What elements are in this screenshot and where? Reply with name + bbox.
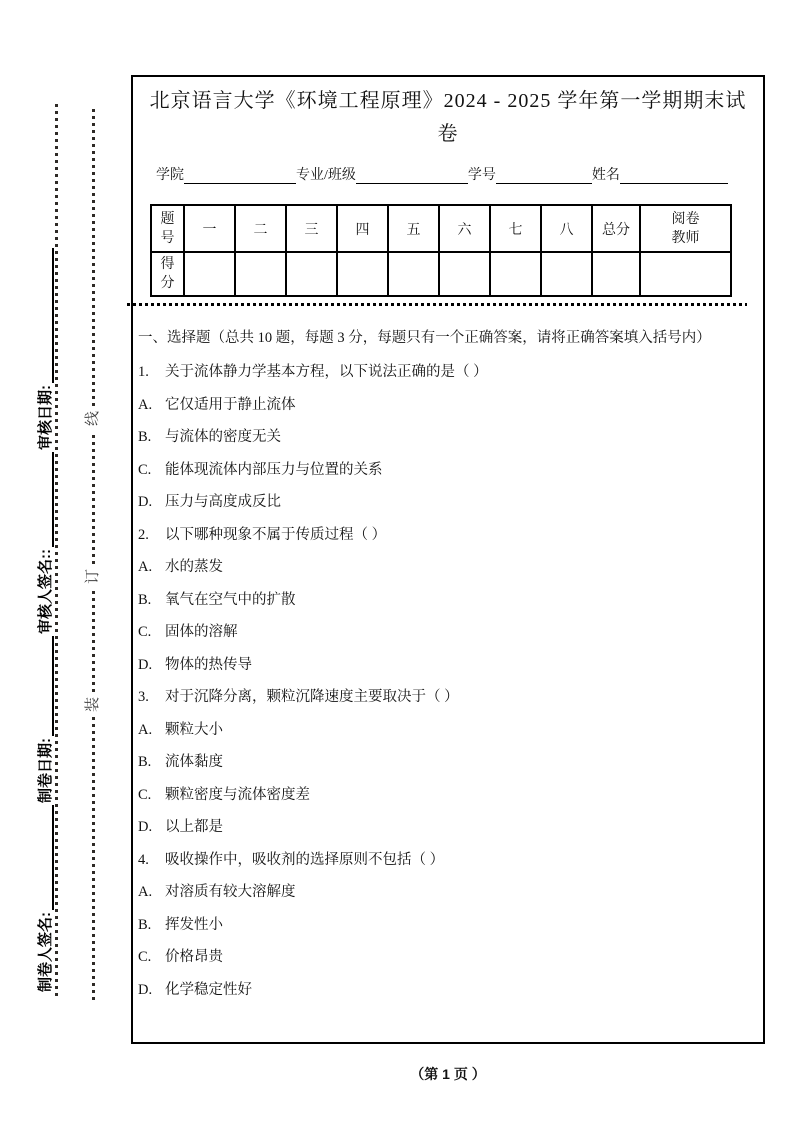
info-blank-college (184, 171, 296, 184)
question-2 (138, 527, 758, 544)
option-text: 与流体的密度无关 (165, 429, 281, 445)
info-label-student-id: 学号 (467, 168, 496, 183)
corner-line-2: 号 (160, 230, 175, 246)
binding-dots (92, 431, 95, 564)
info-blank-major-class (356, 171, 468, 184)
score-table-corner-cell (151, 205, 184, 252)
option-text: 化学稳定性好 (165, 981, 252, 998)
option-label: C. (138, 786, 152, 803)
reader-line-2: 教师 (671, 230, 700, 246)
stub-label-review-date: 审核日期: (37, 385, 54, 450)
binding-char-ding: 订 (84, 568, 101, 584)
question-1-text: 关于流体静力学基本方程，以下说法正确的是（ ） (165, 364, 488, 380)
option-text: 以上都是 (165, 819, 223, 835)
score-cell-1 (184, 252, 235, 296)
column-header-3: 三 (286, 205, 337, 252)
question-3-option-d (138, 819, 758, 836)
stub-blank-maker-signature (45, 805, 54, 910)
score-cell-total (592, 252, 640, 296)
binding-dots (92, 106, 95, 406)
binding-char-zhuang: 装 (84, 696, 101, 712)
stub-blank-maker-date (45, 636, 54, 736)
option-text: 对溶质有较大溶解度 (165, 884, 296, 900)
binding-line-strip (81, 100, 105, 1000)
option-label: B. (138, 916, 152, 933)
option-text: 颗粒密度与流体密度差 (165, 786, 310, 803)
reader-line-1: 阅卷 (671, 211, 700, 227)
signature-stub-strip (26, 132, 54, 992)
option-label: A. (138, 396, 153, 413)
score-label-line-2: 分 (160, 276, 175, 291)
score-cell-reader (640, 252, 731, 296)
stub-label-reviewer-signature: 审核人签名:: (37, 549, 54, 634)
student-info-row (156, 168, 752, 184)
option-label: B. (138, 429, 152, 445)
score-table (150, 204, 732, 297)
option-text: 物体的热传导 (165, 656, 252, 673)
question-1-option-c (138, 462, 758, 479)
question-4 (138, 852, 758, 869)
question-3-option-c (138, 787, 758, 804)
exam-title: 北京语言大学《环境工程原理》2024 - 2025 学年第一学期期末试卷 (149, 90, 747, 145)
question-4-option-b (138, 917, 758, 934)
question-2-number: 2. (138, 526, 149, 543)
score-row-label-cell (151, 252, 184, 296)
option-text: 水的蒸发 (165, 559, 223, 575)
question-2-text: 以下哪种现象不属于传质过程（ ） (165, 526, 387, 543)
column-header-8: 八 (541, 205, 592, 252)
option-label: C. (138, 461, 152, 478)
option-label: A. (138, 559, 153, 575)
question-3-number: 3. (138, 689, 149, 705)
option-label: D. (138, 494, 153, 510)
option-label: D. (138, 981, 153, 998)
column-header-1: 一 (184, 205, 235, 252)
question-1 (138, 364, 758, 381)
option-label: A. (138, 721, 153, 738)
score-cell-6 (439, 252, 490, 296)
score-cell-2 (235, 252, 286, 296)
column-header-5: 五 (388, 205, 439, 252)
info-blank-student-id (496, 171, 592, 184)
question-3-option-b (138, 754, 758, 771)
option-text: 固体的溶解 (165, 624, 238, 640)
info-label-college: 学院 (156, 168, 184, 183)
column-header-total: 总分 (592, 205, 640, 252)
score-cell-8 (541, 252, 592, 296)
stub-blank-reviewer-signature (45, 452, 54, 547)
stub-blank-review-date (45, 248, 54, 383)
binding-char-xian: 线 (84, 410, 101, 426)
option-label: C. (138, 624, 152, 640)
score-cell-3 (286, 252, 337, 296)
question-3-option-a (138, 722, 758, 739)
dotted-separator (127, 303, 747, 306)
question-2-option-a (138, 559, 758, 576)
option-text: 能体现流体内部压力与位置的关系 (165, 461, 383, 478)
binding-dotted-line (55, 104, 58, 1000)
column-header-7: 七 (490, 205, 541, 252)
question-2-option-b (138, 592, 758, 609)
stub-label-maker-signature: 制卷人签名: (37, 912, 54, 992)
option-label: C. (138, 949, 152, 965)
corner-line-1: 题 (160, 211, 175, 227)
column-header-reader (640, 205, 731, 252)
binding-dots (92, 717, 95, 1000)
option-text: 颗粒大小 (165, 721, 223, 738)
column-header-2: 二 (235, 205, 286, 252)
score-cell-7 (490, 252, 541, 296)
score-table-score-row (151, 252, 731, 296)
question-1-number: 1. (138, 364, 149, 380)
option-label: A. (138, 884, 153, 900)
score-cell-4 (337, 252, 388, 296)
section-heading: 一、选择题（总共 10 题，每题 3 分，每题只有一个正确答案，请将正确答案填入括号内） (138, 330, 711, 346)
question-1-option-b (138, 429, 758, 446)
option-label: D. (138, 819, 153, 835)
question-list (138, 364, 758, 998)
question-4-number: 4. (138, 851, 149, 868)
question-2-option-c (138, 624, 758, 641)
option-label: B. (138, 591, 152, 608)
option-label: B. (138, 754, 152, 770)
exam-paper (131, 75, 765, 1044)
option-text: 挥发性小 (165, 916, 223, 933)
question-3-text: 对于沉降分离，颗粒沉降速度主要取决于（ ） (165, 689, 459, 705)
score-table-header-row (151, 205, 731, 252)
question-4-option-d (138, 982, 758, 999)
info-label-name: 姓名 (591, 168, 620, 183)
question-1-option-a (138, 397, 758, 414)
page-number: （第 1 页 ） (410, 1066, 486, 1082)
question-2-option-d (138, 657, 758, 674)
option-label: D. (138, 656, 153, 673)
binding-dots (92, 589, 95, 692)
option-text: 流体黏度 (165, 754, 223, 770)
column-header-6: 六 (439, 205, 490, 252)
column-header-4: 四 (337, 205, 388, 252)
score-label-line-1: 得 (160, 257, 175, 272)
stub-label-maker-date: 制卷日期: (37, 738, 54, 803)
question-1-option-d (138, 494, 758, 511)
question-4-text: 吸收操作中，吸收剂的选择原则不包括（ ） (165, 851, 445, 868)
option-text: 氧气在空气中的扩散 (165, 591, 296, 608)
option-text: 价格昂贵 (165, 949, 223, 965)
option-text: 它仅适用于静止流体 (165, 396, 296, 413)
score-cell-5 (388, 252, 439, 296)
info-label-major-class: 专业/班级 (296, 168, 356, 183)
question-4-option-c (138, 949, 758, 966)
question-3 (138, 689, 758, 706)
info-blank-name (620, 171, 728, 184)
option-text: 压力与高度成反比 (165, 494, 281, 510)
question-4-option-a (138, 884, 758, 901)
